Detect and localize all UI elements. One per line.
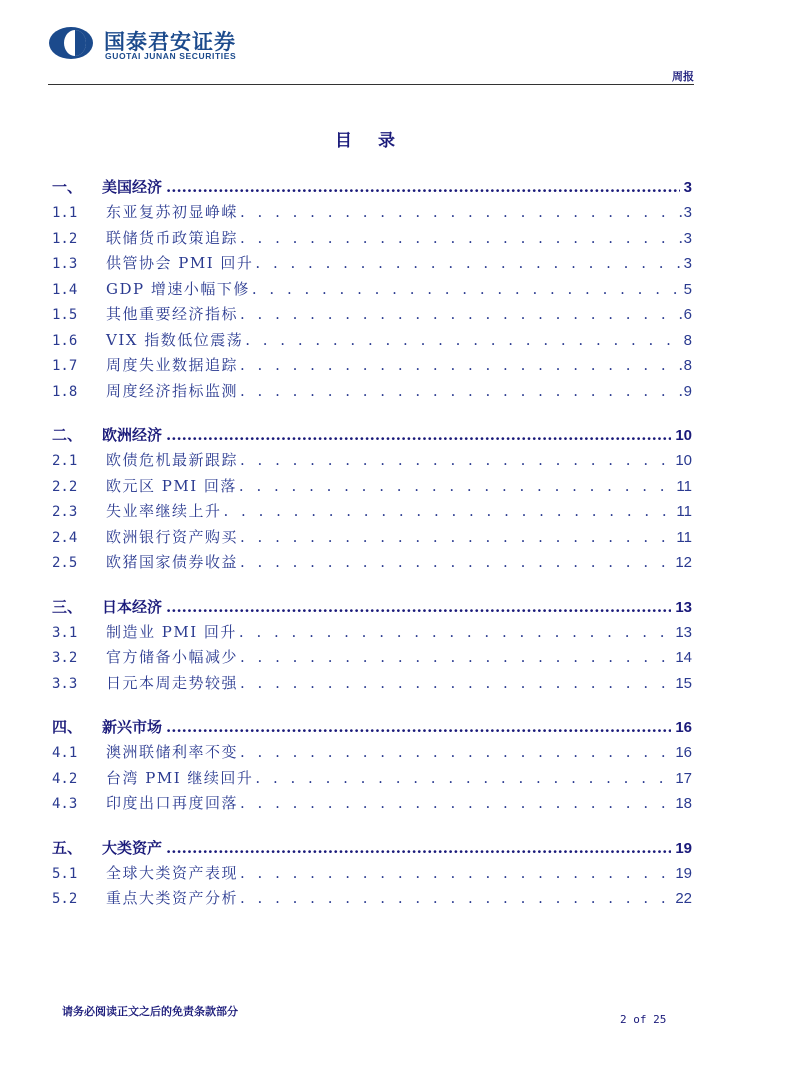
toc-item-row[interactable] (52, 448, 692, 474)
toc-item-row[interactable] (52, 277, 692, 303)
toc-item-page: 5 (683, 280, 692, 298)
document-type: 周报 (672, 70, 694, 83)
toc-item-number: 1.8 (52, 383, 78, 400)
toc-item-row[interactable] (52, 474, 692, 500)
toc-leader-dots (240, 525, 674, 551)
toc-section-number: 五、 (52, 838, 83, 857)
toc-item-number: 3.3 (52, 675, 78, 692)
toc-item-page: 15 (675, 674, 692, 692)
toc-item-row[interactable] (52, 226, 692, 252)
page-number: 2 of 25 (620, 1013, 667, 1026)
toc-leader-dots (245, 328, 681, 354)
toc-item-row[interactable] (52, 620, 692, 646)
toc-leader-dots (166, 422, 671, 448)
toc-leader-dots (166, 594, 671, 620)
toc-section-number: 二、 (52, 426, 83, 444)
toc-item-page: 8 (683, 331, 692, 349)
toc-item-number: 4.3 (52, 796, 78, 812)
toc-item-page: 9 (683, 382, 692, 400)
toc-item-row[interactable] (52, 328, 692, 354)
toc-item-page: 13 (675, 623, 692, 641)
toc-item-number: 2.3 (52, 504, 78, 520)
toc-item-row[interactable] (52, 499, 692, 525)
toc-leader-dots (255, 251, 681, 277)
toc-leader-dots (240, 886, 673, 912)
toc-section-page: 19 (675, 839, 692, 857)
table-of-contents (52, 174, 692, 912)
toc-item-number: 4.1 (52, 745, 78, 761)
toc-item-page: 11 (676, 477, 692, 495)
toc-leader-dots (252, 277, 682, 303)
toc-leader-dots (240, 200, 682, 226)
toc-section-title: 美国经济 (102, 178, 163, 196)
toc-item-row[interactable] (52, 671, 692, 697)
toc-item-number: 3.1 (52, 624, 78, 641)
toc-leader-dots (240, 645, 673, 671)
toc-leader-dots (239, 620, 673, 646)
toc-section-row[interactable] (52, 835, 692, 861)
toc-item-row[interactable] (52, 525, 692, 551)
toc-leader-dots (240, 448, 673, 474)
toc-item-title: 欧元区 PMI 回落 (106, 476, 237, 495)
toc-leader-dots (240, 379, 682, 405)
toc-item-number: 5.2 (52, 891, 78, 907)
toc-section-number: 四、 (52, 718, 83, 736)
disclaimer-note: 请务必阅读正文之后的免责条款部分 (62, 1005, 238, 1018)
toc-item-row[interactable] (52, 379, 692, 405)
toc-item-row[interactable] (52, 886, 692, 912)
toc-item-number: 1.3 (52, 256, 78, 272)
brand-name-en: GUOTAI JUNAN SECURITIES (105, 51, 237, 61)
toc-item-row[interactable] (52, 353, 692, 379)
brand-name-cn: 国泰君安证券 (104, 30, 236, 54)
toc-item-row[interactable] (52, 645, 692, 671)
toc-leader-dots (240, 226, 682, 252)
toc-leader-dots (240, 791, 673, 817)
toc-item-page: 3 (683, 255, 692, 272)
toc-item-page: 8 (683, 357, 692, 374)
toc-item-title: GDP 增速小幅下修 (106, 279, 250, 298)
toc-leader-dots (240, 671, 673, 697)
toc-item-page: 11 (676, 503, 692, 520)
toc-item-number: 1.7 (52, 358, 78, 374)
toc-item-page: 11 (676, 528, 692, 546)
toc-item-title: 周度经济指标监测 (106, 381, 239, 400)
toc-item-page: 17 (675, 769, 692, 787)
toc-item-number: 2.4 (52, 529, 78, 546)
toc-item-title: 失业率继续上升 (106, 502, 222, 520)
toc-section-row[interactable] (52, 422, 692, 448)
toc-leader-dots (240, 302, 682, 328)
toc-item-page: 16 (675, 744, 692, 761)
toc-item-row[interactable] (52, 550, 692, 576)
toc-item-number: 4.2 (52, 770, 78, 787)
toc-item-title: 重点大类资产分析 (106, 889, 239, 907)
toc-item-number: 1.2 (52, 230, 78, 247)
toc-item-number: 2.1 (52, 453, 78, 469)
toc-item-title: VIX 指数低位震荡 (106, 330, 244, 349)
toc-item-title: 日元本周走势较强 (106, 673, 239, 692)
toc-section-title: 日本经济 (102, 597, 163, 616)
toc-item-page: 14 (675, 649, 692, 666)
toc-item-row[interactable] (52, 251, 692, 277)
toc-section-page: 16 (675, 719, 692, 736)
toc-item-page: 19 (675, 864, 692, 882)
toc-item-title: 周度失业数据追踪 (106, 356, 239, 374)
toc-item-page: 6 (683, 306, 692, 323)
page-header (0, 0, 800, 90)
toc-item-page: 10 (675, 452, 692, 469)
toc-item-row[interactable] (52, 791, 692, 817)
toc-leader-dots (255, 766, 673, 792)
toc-leader-dots (240, 353, 682, 379)
toc-item-title: 全球大类资产表现 (106, 863, 239, 882)
toc-section-title: 新兴市场 (102, 718, 163, 736)
toc-section-page: 10 (675, 427, 692, 444)
toc-title: 目 录 (335, 131, 405, 151)
toc-item-title: 东亚复苏初显峥嵘 (106, 203, 239, 221)
header-divider (48, 84, 694, 85)
toc-leader-dots (166, 835, 671, 861)
toc-item-title: 台湾 PMI 继续回升 (106, 768, 254, 787)
toc-item-page: 22 (675, 890, 692, 907)
toc-section-row[interactable] (52, 174, 692, 200)
toc-item-page: 3 (683, 204, 692, 221)
toc-item-number: 1.6 (52, 332, 78, 349)
toc-item-number: 5.1 (52, 865, 78, 882)
toc-section-row[interactable] (52, 594, 692, 620)
toc-leader-dots (240, 740, 673, 766)
toc-item-row[interactable] (52, 740, 692, 766)
toc-item-number: 2.2 (52, 478, 78, 495)
toc-section-title: 欧洲经济 (102, 426, 163, 444)
toc-item-title: 欧猪国家债券收益 (106, 553, 239, 571)
toc-item-row[interactable] (52, 766, 692, 792)
toc-item-number: 2.5 (52, 555, 78, 571)
toc-item-number: 1.5 (52, 307, 78, 323)
toc-section-row[interactable] (52, 714, 692, 740)
toc-section-page: 13 (675, 598, 692, 616)
guotai-junan-logo-icon (48, 26, 94, 60)
toc-leader-dots (166, 714, 671, 740)
toc-item-title: 澳洲联储利率不变 (106, 743, 239, 761)
toc-item-number: 1.1 (52, 205, 78, 221)
toc-item-title: 欧洲银行资产购买 (106, 527, 239, 546)
toc-leader-dots (224, 499, 675, 525)
toc-item-row[interactable] (52, 302, 692, 328)
toc-leader-dots (166, 174, 680, 200)
toc-leader-dots (240, 861, 673, 887)
toc-item-title: 印度出口再度回落 (106, 794, 239, 812)
toc-item-title: 欧债危机最新跟踪 (106, 451, 239, 469)
toc-item-title: 联储货币政策追踪 (106, 228, 239, 247)
toc-item-number: 1.4 (52, 281, 78, 298)
toc-item-page: 12 (675, 554, 692, 571)
toc-item-row[interactable] (52, 200, 692, 226)
toc-item-title: 制造业 PMI 回升 (106, 622, 237, 641)
toc-item-title: 供管协会 PMI 回升 (106, 254, 254, 272)
toc-item-row[interactable] (52, 861, 692, 887)
toc-section-number: 三、 (52, 597, 83, 616)
toc-leader-dots (239, 474, 675, 500)
toc-item-title: 官方储备小幅减少 (106, 648, 239, 666)
toc-section-page: 3 (683, 179, 692, 196)
toc-item-number: 3.2 (52, 650, 78, 666)
toc-leader-dots (240, 550, 673, 576)
toc-item-title: 其他重要经济指标 (106, 305, 239, 323)
toc-item-page: 18 (675, 795, 692, 812)
toc-section-number: 一、 (52, 178, 83, 196)
toc-section-title: 大类资产 (102, 838, 163, 857)
toc-item-page: 3 (683, 229, 692, 247)
